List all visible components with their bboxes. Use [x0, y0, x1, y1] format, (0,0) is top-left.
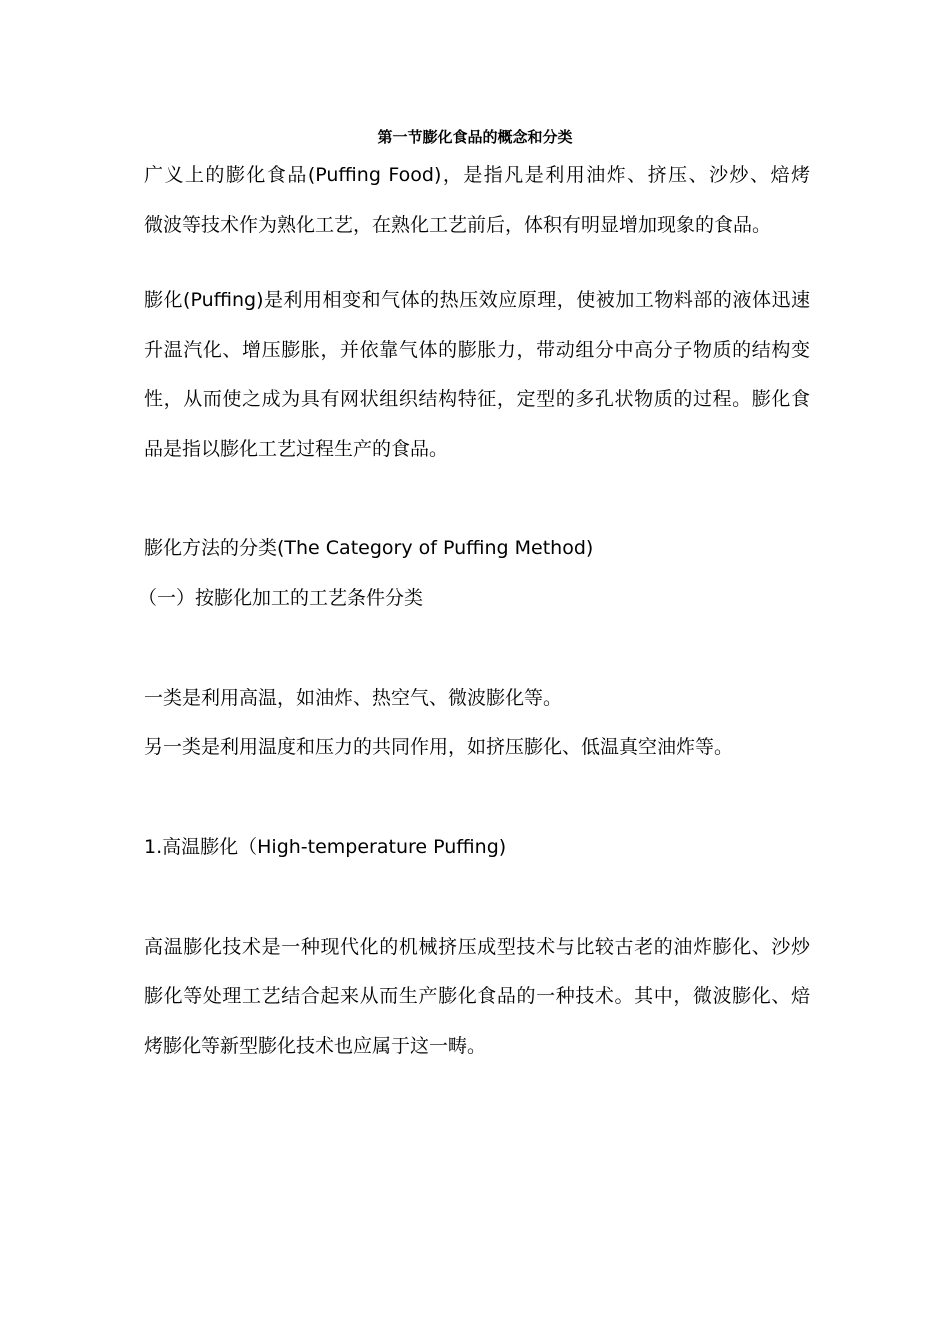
type-two-text: 另一类是利用温度和压力的共同作用，如挤压膨化、低温真空油炸等。 — [144, 736, 734, 758]
high-temp-line-2: 膨化等处理工艺结合起来从而生产膨化食品的一种技术。其中，微波膨化、焙 — [144, 985, 810, 1007]
high-temp-line-1: 高温膨化技术是一种现代化的机械挤压成型技术与比较古老的油炸膨化、沙炒 — [144, 936, 810, 958]
section-title: 第一节膨化食品的概念和分类 — [377, 128, 573, 146]
intro-line-2: 微波等技术作为熟化工艺，在熟化工艺前后，体积有明显增加现象的食品。 — [144, 214, 772, 236]
high-temp-line-3: 烤膨化等新型膨化技术也应属于这一畴。 — [144, 1035, 487, 1057]
definition-line-4: 品是指以膨化工艺过程生产的食品。 — [144, 438, 449, 460]
definition-line-3: 性，从而使之成为具有网状组织结构特征，定型的多孔状物质的过程。膨化食 — [144, 388, 810, 410]
category-heading: 膨化方法的分类(The Category of Puffing Method) — [144, 537, 594, 559]
definition-line-2: 升温汽化、增压膨胀，并依靠气体的膨胀力，带动组分中高分子物质的结构变 — [144, 339, 810, 361]
intro-line-1: 广义上的膨化食品(Puffing Food)，是指凡是利用油炸、挤压、沙炒、焙烤 — [144, 164, 810, 186]
type-one-text: 一类是利用高温，如油炸、热空气、微波膨化等。 — [144, 687, 563, 709]
definition-line-1: 膨化(Puffing)是利用相变和气体的热压效应原理，使被加工物料部的液体迅速 — [144, 289, 810, 311]
sub-heading: （一）按膨化加工的工艺条件分类 — [138, 587, 424, 609]
high-temp-heading: 1.高温膨化（High-temperature Puffing) — [144, 836, 507, 858]
